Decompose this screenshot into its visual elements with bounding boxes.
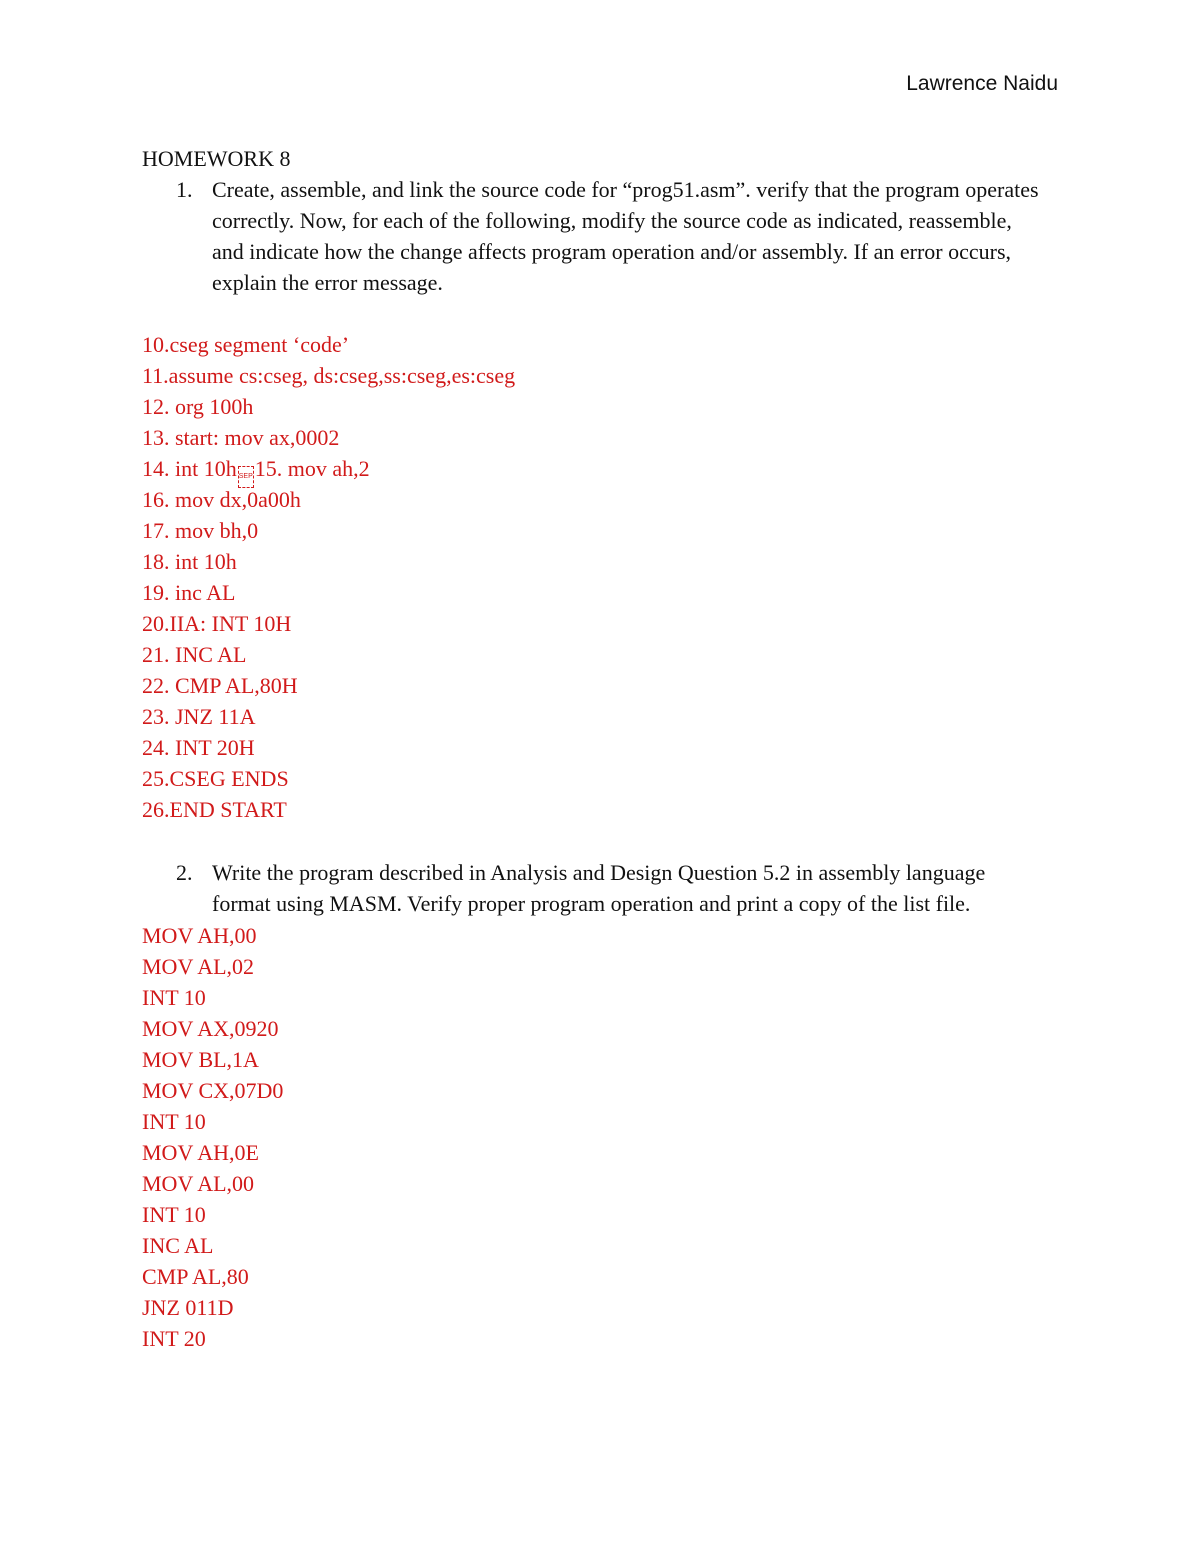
code-line: MOV CX,07D0 — [142, 1078, 284, 1103]
author-name: Lawrence Naidu — [906, 72, 1058, 95]
question-2-text: Write the program described in Analysis and Design Question 5.2 in assembly language format using MASM. Verify proper program operation and print a copy of the list file. — [212, 860, 986, 916]
code-line: MOV AX,0920 — [142, 1016, 279, 1041]
code-line: MOV AL,02 — [142, 954, 255, 979]
code-line: 26.END START — [142, 797, 287, 822]
code-line: INT 10 — [142, 985, 206, 1010]
code-line: 12. org 100h — [142, 394, 254, 419]
code-line: MOV AH,0E — [142, 1140, 259, 1165]
code-line: 22. CMP AL,80H — [142, 673, 298, 698]
code-listing-2 — [142, 920, 283, 1354]
code-line: 16. mov dx,0a00h — [142, 487, 301, 512]
code-line-combined — [142, 453, 515, 484]
code-line: 24. INT 20H — [142, 735, 255, 760]
code-line: INT 10 — [142, 1109, 206, 1134]
code-line: INT 20 — [142, 1326, 206, 1351]
question-1 — [176, 174, 1046, 298]
question-1-text: Create, assemble, and link the source code for “prog51.asm”. verify that the program operates correctly. Now, for each of the following, modify the source code as indicated, reassemble, and indicate how the change affects program operation and/or assembly. If an error occurs, explain the error message. — [212, 177, 1039, 295]
code-line: 20.IIA: INT 10H — [142, 611, 292, 636]
code-line: CMP AL,80 — [142, 1264, 249, 1289]
code-line: 25.CSEG ENDS — [142, 766, 289, 791]
separator-glyph-icon: SEP — [238, 466, 254, 488]
code-line-part: 14. int 10h — [142, 456, 237, 481]
code-line: 10.cseg segment ‘code’ — [142, 332, 350, 357]
code-line: INT 10 — [142, 1202, 206, 1227]
code-line: 18. int 10h — [142, 549, 237, 574]
page-title: HOMEWORK 8 — [142, 146, 291, 171]
code-line-part: 15. mov ah,2 — [254, 456, 370, 481]
code-line: 21. INC AL — [142, 642, 247, 667]
question-1-number: 1. — [176, 177, 193, 202]
code-line: JNZ 011D — [142, 1295, 234, 1320]
question-2-number: 2. — [176, 860, 193, 885]
code-line: MOV AL,00 — [142, 1171, 255, 1196]
code-line: 13. start: mov ax,0002 — [142, 425, 340, 450]
code-line: INC AL — [142, 1233, 214, 1258]
code-line: MOV BL,1A — [142, 1047, 259, 1072]
code-line: 17. mov bh,0 — [142, 518, 259, 543]
code-line: 11.assume cs:cseg, ds:cseg,ss:cseg,es:cseg — [142, 363, 516, 388]
question-2 — [176, 857, 1046, 919]
code-listing-1 — [142, 329, 515, 825]
code-line: MOV AH,00 — [142, 923, 257, 948]
code-line: 19. inc AL — [142, 580, 236, 605]
code-line: 23. JNZ 11A — [142, 704, 256, 729]
